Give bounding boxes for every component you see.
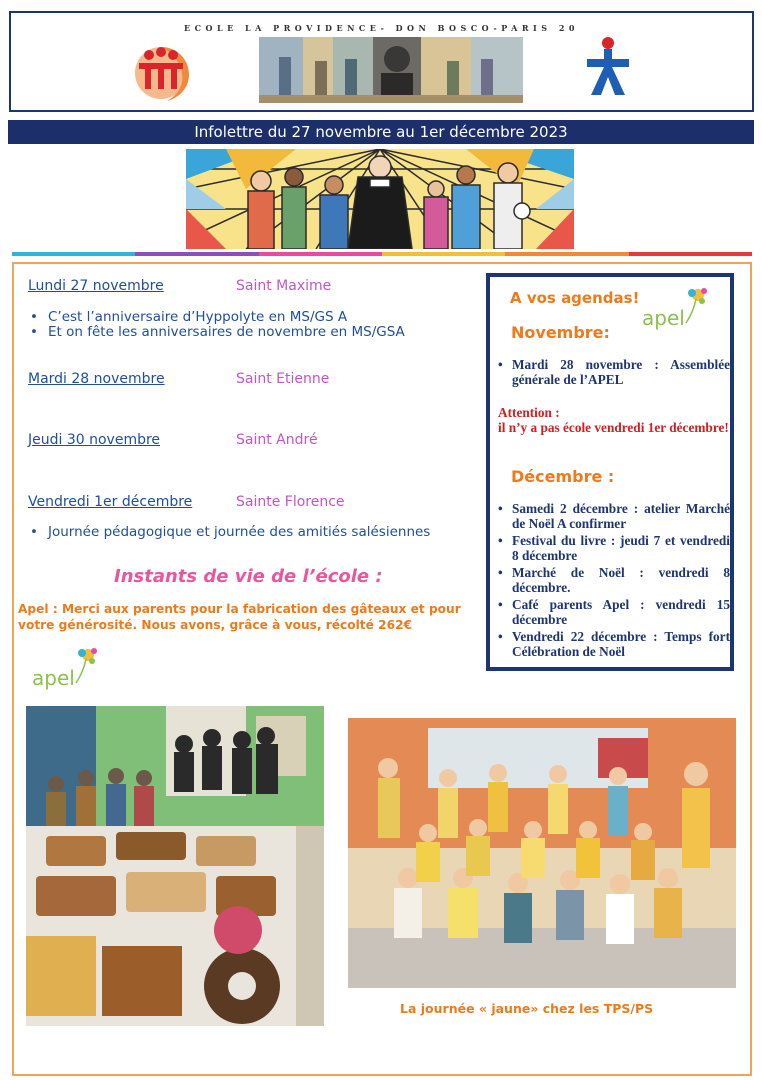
list-item <box>30 324 405 340</box>
saint-name: Saint Etienne <box>236 371 330 387</box>
list-item-text: Et on fête les anniversaires de novembre en MS/GSA <box>48 324 405 340</box>
day-heading: Mardi 28 novembre <box>28 371 165 387</box>
color-divider <box>12 252 752 256</box>
agenda-item: • Festival du livre : jeudi 7 et vendredi 8 décembre <box>498 533 730 563</box>
section-title: Instants de vie de l’école : <box>114 566 383 587</box>
school-name: ECOLE LA PROVIDENCE- DON BOSCO-PARIS 20 <box>184 23 579 33</box>
agenda-item: • Samedi 2 décembre : atelier Marché de Noël A confirmer <box>498 501 730 531</box>
agenda-box <box>486 273 734 671</box>
month-heading: Novembre: <box>511 323 610 342</box>
saint-name: Saint Maxime <box>236 278 332 294</box>
list-item-text: C’est l’anniversaire d’Hyppolyte en MS/GS A <box>48 309 348 325</box>
photo-caption: La journée « jaune» chez les TPS/PS <box>400 1001 654 1016</box>
list-item <box>30 309 347 325</box>
attention-text: il n’y a pas école vendredi 1er décembre! <box>498 420 729 435</box>
saint-name: Sainte Florence <box>236 494 345 510</box>
header <box>9 11 754 112</box>
agenda-item: • Marché de Noël : vendredi 8 décembre. <box>498 565 730 595</box>
cake-sale-photo <box>26 706 324 1026</box>
day-heading: Vendredi 1er décembre <box>28 494 193 510</box>
day-heading: Jeudi 30 novembre <box>28 432 161 448</box>
agenda-item: • Mardi 28 novembre : Assemblée générale de l’APEL <box>498 357 730 387</box>
agenda-item: • Vendredi 22 décembre : Temps fort Célébration de Noël <box>498 629 730 659</box>
day-heading: Lundi 27 novembre <box>28 278 164 294</box>
month-heading: Décembre : <box>511 467 615 486</box>
don-bosco-cross-logo <box>583 35 633 97</box>
stained-glass-illustration <box>186 149 574 249</box>
newsletter-title: Infolettre du 27 novembre au 1er décembre 2023 <box>8 120 754 144</box>
salesian-family-logo <box>127 37 197 103</box>
agenda-title: A vos agendas! <box>510 289 640 307</box>
apel-logo <box>30 645 110 691</box>
apel-logo <box>640 285 720 331</box>
apel-logo-text: apel <box>642 306 685 330</box>
yellow-day-class-photo <box>348 718 736 988</box>
list-item-text: Journée pédagogique et journée des amitiés salésiennes <box>48 524 431 540</box>
agenda-item: • Café parents Apel : vendredi 15 décembre <box>498 597 730 627</box>
list-item <box>30 524 430 540</box>
apel-logo-text: apel <box>32 666 75 690</box>
attention-label: Attention : <box>498 405 560 420</box>
apel-message: Apel : Merci aux parents pour la fabrication des gâteaux et pour votre générosité. Nous avons, grâce à vous, récolté 262€ <box>18 602 461 632</box>
don-bosco-mural-photo <box>259 37 523 103</box>
saint-name: Saint André <box>236 432 318 448</box>
